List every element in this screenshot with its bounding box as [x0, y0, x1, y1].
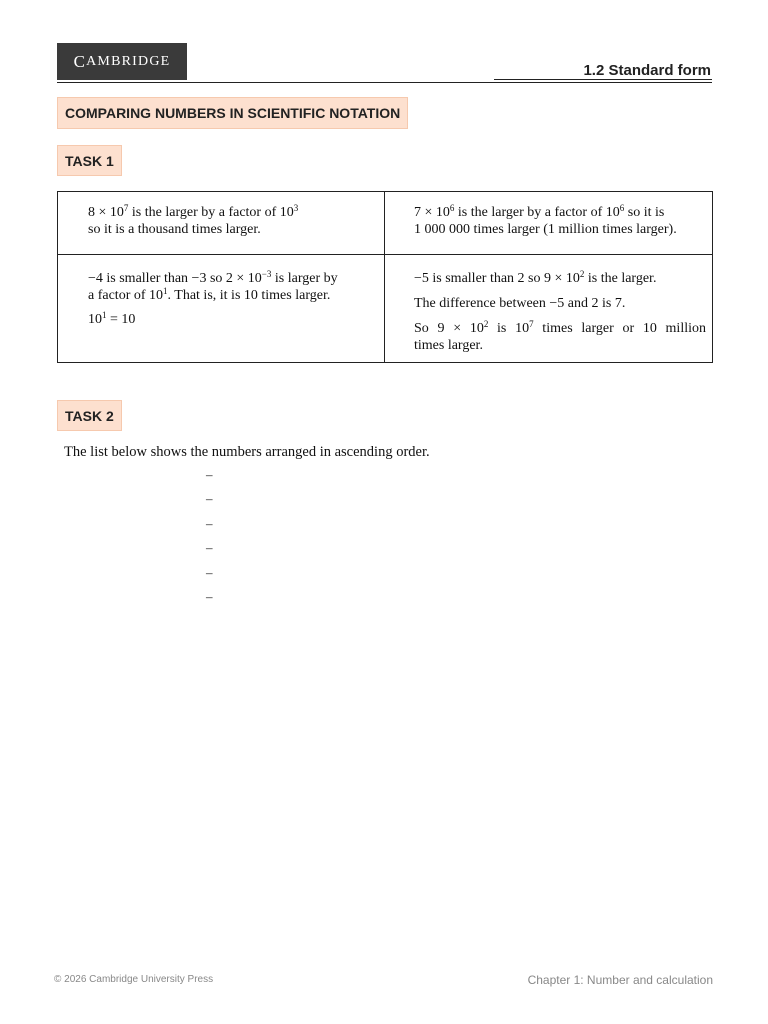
ordered-list-item: – [206, 565, 213, 580]
header-rule [57, 82, 712, 83]
cell-b-line2: 1 000 000 times larger (1 million times larger). [414, 222, 677, 237]
cell-a-line2: so it is a thousand times larger. [88, 222, 261, 237]
section-title: 1.2 Standard form [583, 62, 711, 79]
ordered-list-item: – [206, 589, 213, 604]
task1-label-text: TASK 1 [65, 152, 114, 169]
ordered-list-item: – [206, 540, 213, 555]
ordered-list-item: – [206, 467, 213, 482]
answer-cell-c [58, 255, 385, 363]
ordered-list-item: – [206, 516, 213, 531]
cell-a-line1: $8 \times 10^7$ is the larger by a factor of $10^3$ [88, 203, 299, 220]
topic-title [57, 97, 408, 129]
ordered-list-item: – [206, 491, 213, 506]
cell-b-line1: $7 \times 10^6$ is the larger by a factor of $10^6$ so it is [414, 203, 665, 220]
cell-d-para1: −5 is smaller than 2 so $9 \times 10^2$ is the larger. [414, 269, 657, 286]
footer-copyright: © 2026 Cambridge University Press [54, 974, 214, 985]
task1-answer-table [57, 191, 713, 363]
logo-initial: C [73, 51, 87, 71]
answer-cell-d [385, 255, 713, 363]
cell-c-line2: a factor of $10^1$. That is, it is 10 times larger. [88, 286, 331, 303]
cell-d-para2: The difference between −5 and 2 is 7. [414, 296, 626, 311]
cell-d-para3: So $9 \times 10^2$ is $10^7$ times larger or 10 million [414, 319, 706, 336]
task2-intro: The list below shows the numbers arranged in ascending order. [64, 444, 430, 460]
section-title-rule [494, 79, 712, 80]
cambridge-logo [57, 43, 187, 80]
answer-cell-a [58, 192, 385, 255]
cell-c-line1: −4 is smaller than −3 so $2 \times 10^{-3}$ is larger by [88, 269, 338, 286]
answer-cell-b [385, 192, 713, 255]
task2-label [57, 400, 122, 431]
cell-c-line3: $10^1 = 10$ [88, 310, 136, 327]
task1-label [57, 145, 122, 176]
footer-chapter: Chapter 1: Number and calculation [527, 973, 713, 987]
topic-title-text: COMPARING NUMBERS IN SCIENTIFIC NOTATION [65, 105, 401, 121]
cell-d-para3-line2: times larger. [414, 338, 483, 353]
logo-rest: AMBRIDGE [86, 53, 171, 69]
task2-label-text: TASK 2 [65, 407, 114, 424]
